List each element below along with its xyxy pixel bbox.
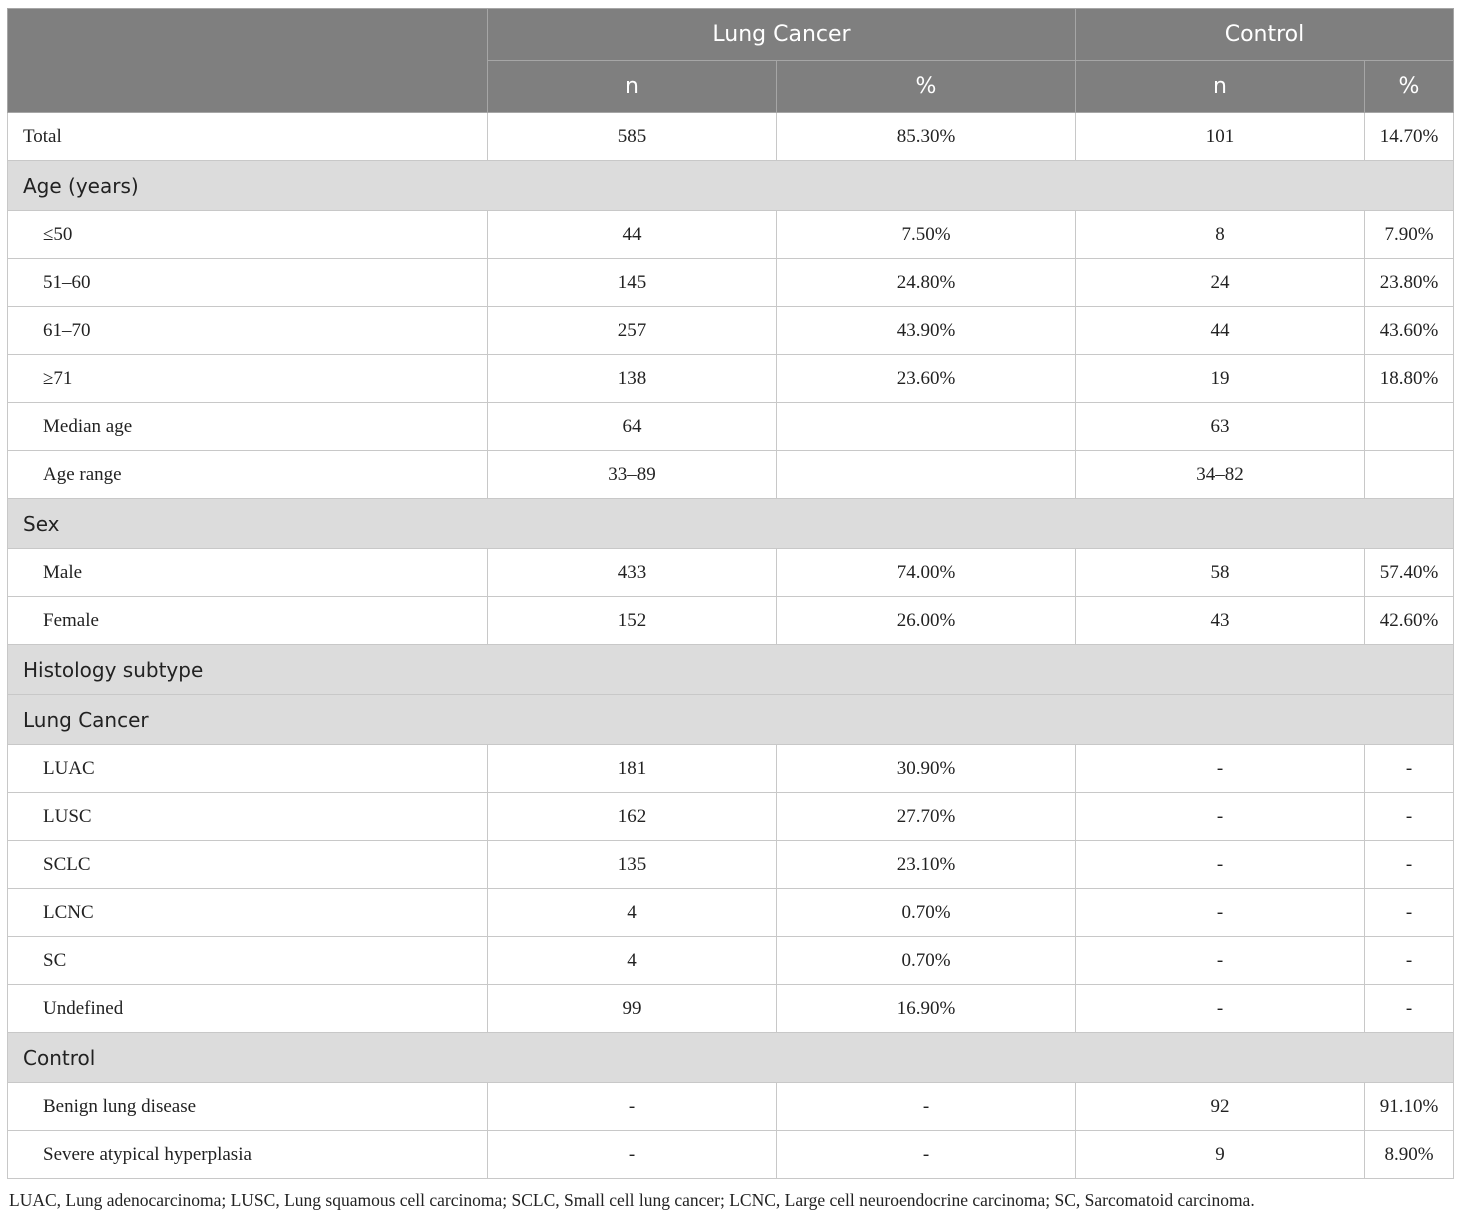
cell-lung-cancer-pct: 27.70% [777,793,1076,841]
section-row [8,1033,1454,1083]
cell-lung-cancer-pct: 16.90% [777,985,1076,1033]
cell-lung-cancer-n: 152 [488,597,777,645]
cell-control-pct: 42.60% [1365,597,1454,645]
cell-lung-cancer-n: 162 [488,793,777,841]
section-label: Sex [8,499,1454,549]
row-label: Total [8,113,488,161]
table-row [8,1083,1454,1131]
cell-control-pct: 8.90% [1365,1131,1454,1179]
cell-control-pct: - [1365,841,1454,889]
header-control-pct: % [1365,61,1454,113]
cell-lung-cancer-n: 138 [488,355,777,403]
row-label: Severe atypical hyperplasia [8,1131,488,1179]
cell-lung-cancer-pct: 24.80% [777,259,1076,307]
cell-control-n: 58 [1076,549,1365,597]
table-body [8,113,1454,1179]
cell-lung-cancer-n: - [488,1131,777,1179]
cell-control-n: 24 [1076,259,1365,307]
table-row [8,841,1454,889]
header-empty-cell [8,9,488,113]
row-label: Age range [8,451,488,499]
row-label: 51–60 [8,259,488,307]
table-row [8,745,1454,793]
cell-lung-cancer-n: - [488,1083,777,1131]
table-row [8,597,1454,645]
cell-lung-cancer-pct: 43.90% [777,307,1076,355]
table-row [8,355,1454,403]
cell-lung-cancer-pct [777,403,1076,451]
section-label: Control [8,1033,1454,1083]
table-row [8,403,1454,451]
cell-control-n: 43 [1076,597,1365,645]
row-label: Male [8,549,488,597]
demographics-table [7,8,1454,1179]
table-row [8,889,1454,937]
table-row [8,259,1454,307]
cell-control-pct: 57.40% [1365,549,1454,597]
table-row [8,937,1454,985]
cell-lung-cancer-n: 145 [488,259,777,307]
cell-lung-cancer-pct: 0.70% [777,889,1076,937]
cell-lung-cancer-n: 99 [488,985,777,1033]
header-control: Control [1076,9,1454,61]
table-row [8,113,1454,161]
cell-lung-cancer-pct: - [777,1083,1076,1131]
row-label: Median age [8,403,488,451]
row-label: SC [8,937,488,985]
cell-control-n: - [1076,793,1365,841]
section-row [8,499,1454,549]
row-label: Undefined [8,985,488,1033]
cell-control-n: - [1076,985,1365,1033]
table-row [8,307,1454,355]
header-row-groups [8,9,1454,61]
table-row [8,211,1454,259]
cell-control-n: 63 [1076,403,1365,451]
row-label: ≤50 [8,211,488,259]
cell-lung-cancer-n: 4 [488,937,777,985]
table-row [8,985,1454,1033]
table-row [8,451,1454,499]
section-label: Age (years) [8,161,1454,211]
cell-control-n: - [1076,937,1365,985]
cell-control-pct: 43.60% [1365,307,1454,355]
section-label: Lung Cancer [8,695,1454,745]
table-row [8,793,1454,841]
cell-control-n: 92 [1076,1083,1365,1131]
cell-control-pct: - [1365,985,1454,1033]
cell-lung-cancer-n: 585 [488,113,777,161]
cell-control-pct: - [1365,889,1454,937]
cell-lung-cancer-pct: 23.60% [777,355,1076,403]
table-container [7,8,1453,1179]
cell-lung-cancer-n: 33–89 [488,451,777,499]
header-lung-cancer-pct: % [777,61,1076,113]
cell-control-pct: 14.70% [1365,113,1454,161]
section-row [8,695,1454,745]
cell-control-pct: - [1365,793,1454,841]
cell-control-pct: 91.10% [1365,1083,1454,1131]
cell-control-pct: - [1365,745,1454,793]
row-label: LUSC [8,793,488,841]
row-label: SCLC [8,841,488,889]
row-label: ≥71 [8,355,488,403]
cell-control-n: 8 [1076,211,1365,259]
row-label: 61–70 [8,307,488,355]
cell-lung-cancer-n: 433 [488,549,777,597]
cell-lung-cancer-n: 135 [488,841,777,889]
cell-lung-cancer-n: 44 [488,211,777,259]
cell-control-pct [1365,403,1454,451]
cell-lung-cancer-pct [777,451,1076,499]
row-label: LCNC [8,889,488,937]
cell-lung-cancer-pct: 23.10% [777,841,1076,889]
cell-control-n: 34–82 [1076,451,1365,499]
cell-control-n: - [1076,841,1365,889]
row-label: Benign lung disease [8,1083,488,1131]
cell-lung-cancer-n: 4 [488,889,777,937]
header-control-n: n [1076,61,1365,113]
cell-control-n: - [1076,889,1365,937]
cell-control-n: 101 [1076,113,1365,161]
section-row [8,645,1454,695]
row-label: Female [8,597,488,645]
cell-lung-cancer-n: 64 [488,403,777,451]
table-row [8,1131,1454,1179]
cell-lung-cancer-pct: 0.70% [777,937,1076,985]
cell-control-n: 44 [1076,307,1365,355]
header-lung-cancer-n: n [488,61,777,113]
cell-control-pct: - [1365,937,1454,985]
cell-lung-cancer-pct: 26.00% [777,597,1076,645]
table-header [8,9,1454,113]
cell-lung-cancer-pct: - [777,1131,1076,1179]
cell-control-n: 9 [1076,1131,1365,1179]
section-row [8,161,1454,211]
section-label: Histology subtype [8,645,1454,695]
table-footnote: LUAC, Lung adenocarcinoma; LUSC, Lung squamous cell carcinoma; SCLC, Small cell lung cancer; LCNC, Large cell neuroendocrine carcinoma; SC, Sarcomatoid carcinoma. [9,1190,1255,1210]
cell-lung-cancer-n: 257 [488,307,777,355]
cell-control-n: 19 [1076,355,1365,403]
cell-control-pct [1365,451,1454,499]
row-label: LUAC [8,745,488,793]
cell-control-n: - [1076,745,1365,793]
cell-lung-cancer-pct: 7.50% [777,211,1076,259]
cell-lung-cancer-n: 181 [488,745,777,793]
cell-lung-cancer-pct: 85.30% [777,113,1076,161]
table-row [8,549,1454,597]
cell-control-pct: 18.80% [1365,355,1454,403]
cell-control-pct: 23.80% [1365,259,1454,307]
cell-lung-cancer-pct: 30.90% [777,745,1076,793]
cell-control-pct: 7.90% [1365,211,1454,259]
cell-lung-cancer-pct: 74.00% [777,549,1076,597]
header-lung-cancer: Lung Cancer [488,9,1076,61]
